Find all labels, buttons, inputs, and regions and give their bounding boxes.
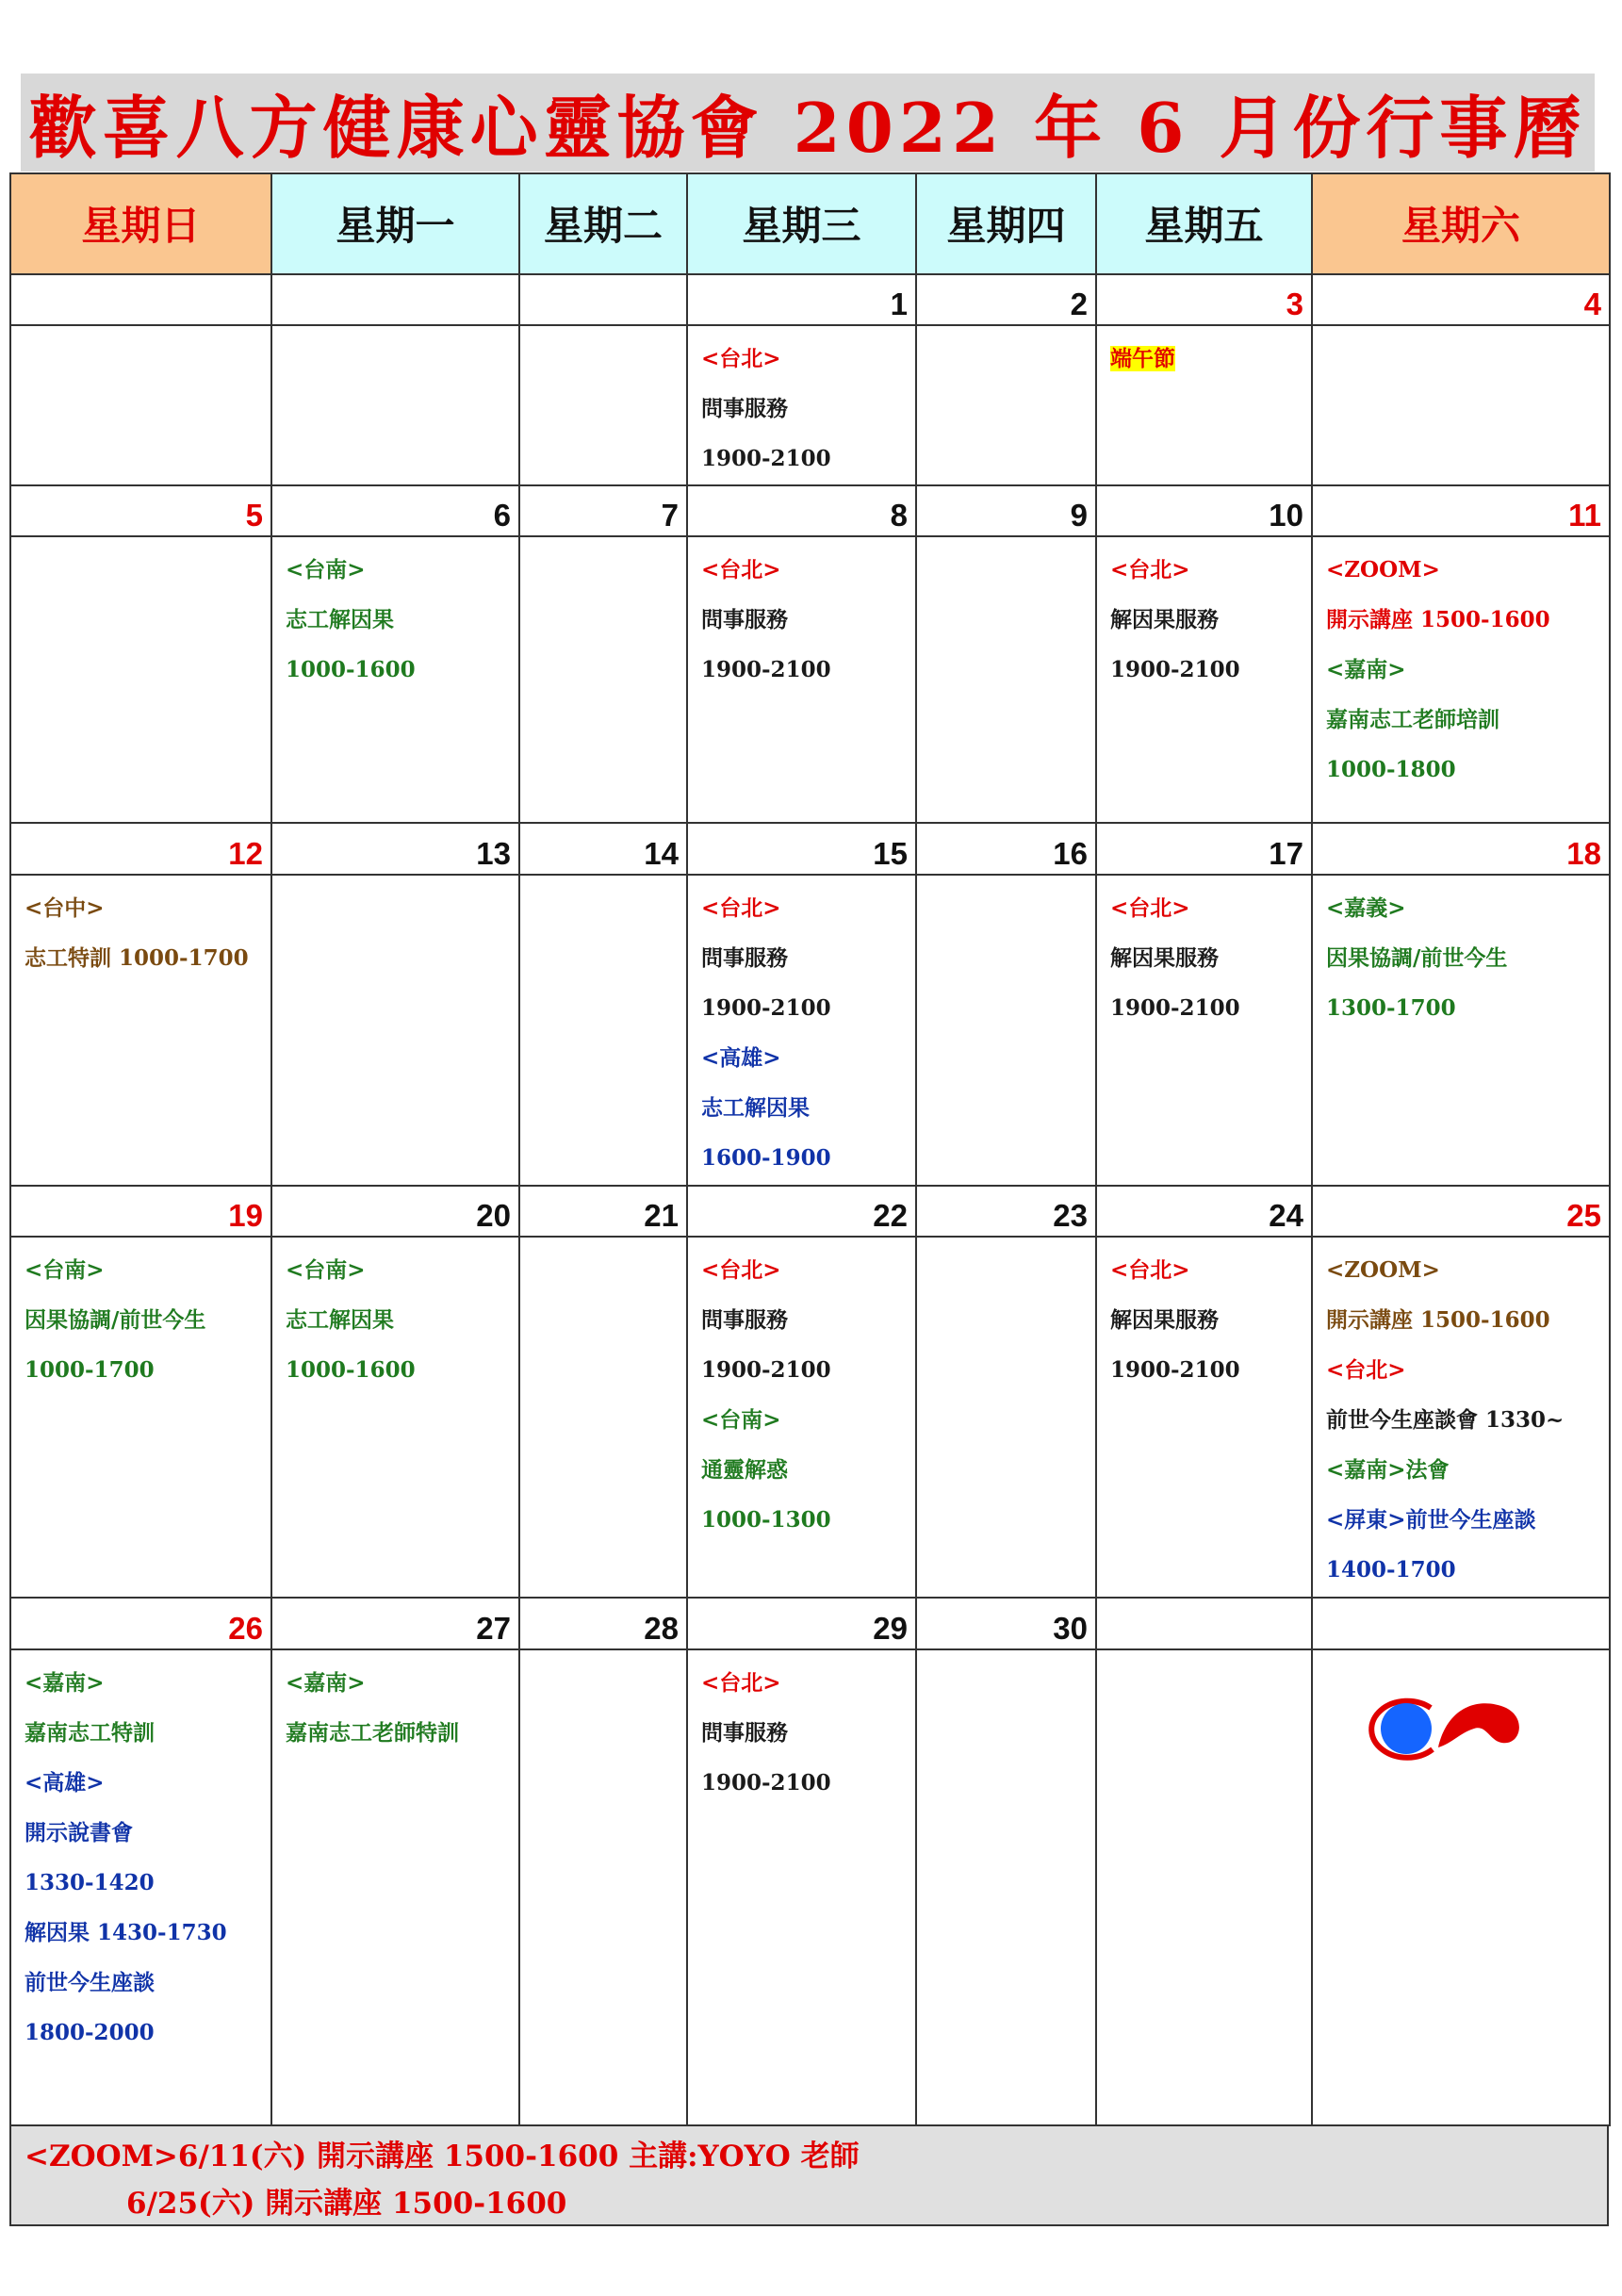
event-text: <台北>: [701, 345, 781, 371]
event-text: 1400-1700: [1326, 1557, 1456, 1583]
footer-note: [9, 2126, 1609, 2226]
day-number: 11: [1312, 485, 1610, 536]
event-text: 因果協調/前世今生: [1326, 944, 1508, 971]
event-text: <台南>: [286, 1257, 366, 1283]
day-number: 5: [10, 485, 271, 536]
day-cell: [1096, 325, 1312, 485]
day-cell: [271, 536, 519, 823]
week-events-row: [10, 1237, 1610, 1598]
event-text: 嘉南志工特訓: [25, 1719, 155, 1746]
event-text: 1330-1420: [25, 1869, 155, 1895]
day-number: 21: [519, 1186, 687, 1237]
event-text: 開示講座 1500-1600: [1326, 1307, 1550, 1333]
event-text: <台北>: [1110, 557, 1190, 583]
footer-line-1: <ZOOM>6/11(六) 開示講座 1500-1600 主講:YOYO 老師: [25, 2140, 860, 2173]
event-text: 1300-1700: [1326, 994, 1456, 1021]
day-number: 4: [1312, 274, 1610, 325]
day-cell: [916, 875, 1096, 1186]
day-number: 20: [271, 1186, 519, 1237]
day-cell: [10, 325, 271, 485]
association-logo-icon: [1357, 1687, 1527, 1763]
calendar-table: [9, 172, 1611, 2126]
event-text: 前世今生座談: [25, 1969, 155, 1995]
day-number: 1: [687, 274, 916, 325]
weekday-monday: 星期一: [271, 173, 519, 274]
day-cell: [271, 1649, 519, 2125]
event-text: <台北>: [701, 894, 781, 921]
weekday-header-row: [10, 173, 1610, 274]
event-text: 1000-1700: [25, 1357, 155, 1383]
day-number: 3: [1096, 274, 1312, 325]
event-text: <台南>: [701, 1407, 781, 1433]
logo-blue-dot: [1381, 1703, 1432, 1754]
event-text: 通靈解惑: [701, 1457, 788, 1483]
day-number: 25: [1312, 1186, 1610, 1237]
day-cell: [916, 325, 1096, 485]
day-number: 23: [916, 1186, 1096, 1237]
event-text: 志工解因果: [286, 607, 394, 633]
event-text: <台中>: [25, 894, 105, 921]
day-number: 7: [519, 485, 687, 536]
page-title: 歡喜八方健康心靈協會 2022 年 6 月份行事曆: [28, 88, 1587, 168]
day-cell: [1096, 1649, 1312, 2125]
weekday-sunday: 星期日: [10, 173, 271, 274]
week-events-row: [10, 536, 1610, 823]
event-text: 1000-1600: [286, 1357, 416, 1383]
event-text: <高雄>: [701, 1044, 781, 1071]
event-text: <嘉南>法會: [1326, 1457, 1450, 1483]
title-bar: [21, 74, 1595, 172]
day-number: [1096, 1598, 1312, 1648]
day-cell: [687, 875, 916, 1186]
week-events-row: [10, 325, 1610, 485]
event-text: 因果協調/前世今生: [25, 1307, 206, 1333]
weekday-friday: 星期五: [1096, 173, 1312, 274]
event-text: 解因果服務: [1110, 607, 1219, 633]
day-cell: [1096, 875, 1312, 1186]
day-cell: [1096, 536, 1312, 823]
event-text: <嘉南>: [25, 1669, 105, 1696]
week-number-row: [10, 823, 1610, 874]
day-number: 28: [519, 1598, 687, 1648]
event-text: 1900-2100: [701, 1769, 831, 1796]
event-text: 1900-2100: [701, 657, 831, 683]
day-cell: [10, 536, 271, 823]
weekday-saturday: 星期六: [1312, 173, 1610, 274]
event-text: 1000-1300: [701, 1507, 831, 1533]
day-cell: [10, 875, 271, 1186]
event-text: 嘉南志工老師特訓: [286, 1719, 459, 1746]
day-number: 26: [10, 1598, 271, 1648]
event-text: <ZOOM>: [1326, 1257, 1440, 1283]
day-cell: [1096, 1237, 1312, 1598]
day-cell: [10, 1649, 271, 2125]
event-text: <嘉南>: [1326, 657, 1406, 683]
day-cell: [519, 1237, 687, 1598]
day-number: 13: [271, 823, 519, 874]
day-cell: [271, 325, 519, 485]
day-number: 2: [916, 274, 1096, 325]
event-text: 1000-1800: [1326, 757, 1456, 783]
week-number-row: [10, 485, 1610, 536]
day-number: 18: [1312, 823, 1610, 874]
event-text: <台北>: [701, 1257, 781, 1283]
day-cell: [1312, 875, 1610, 1186]
day-number: 29: [687, 1598, 916, 1648]
day-number: 17: [1096, 823, 1312, 874]
event-text: 開示說書會: [25, 1819, 133, 1845]
event-text: <嘉南>: [286, 1669, 366, 1696]
day-cell: [1312, 325, 1610, 485]
day-number: 6: [271, 485, 519, 536]
day-cell: [1312, 1237, 1610, 1598]
week-number-row: [10, 274, 1610, 325]
footer-line-2: 6/25(六) 開示講座 1500-1600: [126, 2187, 567, 2221]
day-number: [519, 274, 687, 325]
event-text: 1800-2000: [25, 2019, 155, 2045]
day-number: 9: [916, 485, 1096, 536]
day-number: 19: [10, 1186, 271, 1237]
event-text: 解因果 1430-1730: [25, 1919, 227, 1945]
event-text: 開示講座 1500-1600: [1326, 607, 1550, 633]
event-text: 端午節: [1110, 345, 1175, 371]
day-cell: [10, 1237, 271, 1598]
day-cell: [271, 875, 519, 1186]
day-cell: [1312, 536, 1610, 823]
event-text: <ZOOM>: [1326, 557, 1440, 583]
event-text: 1900-2100: [1110, 994, 1240, 1021]
event-text: <台北>: [701, 557, 781, 583]
day-number: 12: [10, 823, 271, 874]
day-cell: [687, 536, 916, 823]
event-text: 1600-1900: [701, 1144, 831, 1171]
event-text: <台南>: [286, 557, 366, 583]
event-text: 1900-2100: [701, 445, 831, 471]
event-text: 問事服務: [701, 607, 788, 633]
day-number: [271, 274, 519, 325]
day-number: 8: [687, 485, 916, 536]
event-text: <屏東>前世今生座談: [1326, 1507, 1536, 1533]
event-text: 志工解因果: [701, 1094, 810, 1121]
day-cell: [687, 1649, 916, 2125]
event-text: <高雄>: [25, 1769, 105, 1796]
day-number: 27: [271, 1598, 519, 1648]
day-number: 10: [1096, 485, 1312, 536]
event-text: <台北>: [701, 1669, 781, 1696]
event-text: 問事服務: [701, 1307, 788, 1333]
event-text: 問事服務: [701, 1719, 788, 1746]
weekday-thursday: 星期四: [916, 173, 1096, 274]
week-number-row: [10, 1186, 1610, 1237]
day-cell: [916, 1237, 1096, 1598]
day-number: 24: [1096, 1186, 1312, 1237]
event-text: 1900-2100: [1110, 657, 1240, 683]
day-number: [1312, 1598, 1610, 1648]
event-text: <台北>: [1326, 1357, 1406, 1383]
event-text: 解因果服務: [1110, 1307, 1219, 1333]
day-number: 14: [519, 823, 687, 874]
day-number: 30: [916, 1598, 1096, 1648]
day-number: 22: [687, 1186, 916, 1237]
event-text: <台北>: [1110, 1257, 1190, 1283]
event-text: 志工特訓 1000-1700: [25, 944, 249, 971]
event-text: <嘉義>: [1326, 894, 1406, 921]
event-text: 解因果服務: [1110, 944, 1219, 971]
event-text: 1900-2100: [1110, 1357, 1240, 1383]
event-text: 問事服務: [701, 944, 788, 971]
event-text: 1900-2100: [701, 1357, 831, 1383]
day-cell: [916, 1649, 1096, 2125]
weekday-wednesday: 星期三: [687, 173, 916, 274]
weekday-tuesday: 星期二: [519, 173, 687, 274]
day-cell: [519, 536, 687, 823]
event-text: 嘉南志工老師培訓: [1326, 707, 1499, 733]
day-cell: [687, 1237, 916, 1598]
event-text: 1900-2100: [701, 994, 831, 1021]
event-text: 志工解因果: [286, 1307, 394, 1333]
week-number-row: [10, 1598, 1610, 1648]
day-number: 15: [687, 823, 916, 874]
event-text: 問事服務: [701, 395, 788, 421]
event-text: 1000-1600: [286, 657, 416, 683]
event-text: <台南>: [25, 1257, 105, 1283]
event-text: <台北>: [1110, 894, 1190, 921]
day-cell: [519, 325, 687, 485]
day-cell: [916, 536, 1096, 823]
day-cell: [271, 1237, 519, 1598]
logo-red-swoosh: [1438, 1703, 1519, 1747]
week-events-row: [10, 875, 1610, 1186]
event-text: 前世今生座談會 1330~: [1326, 1407, 1565, 1433]
day-cell: [687, 325, 916, 485]
day-cell: [519, 875, 687, 1186]
day-cell: [519, 1649, 687, 2125]
day-number: 16: [916, 823, 1096, 874]
day-number: [10, 274, 271, 325]
